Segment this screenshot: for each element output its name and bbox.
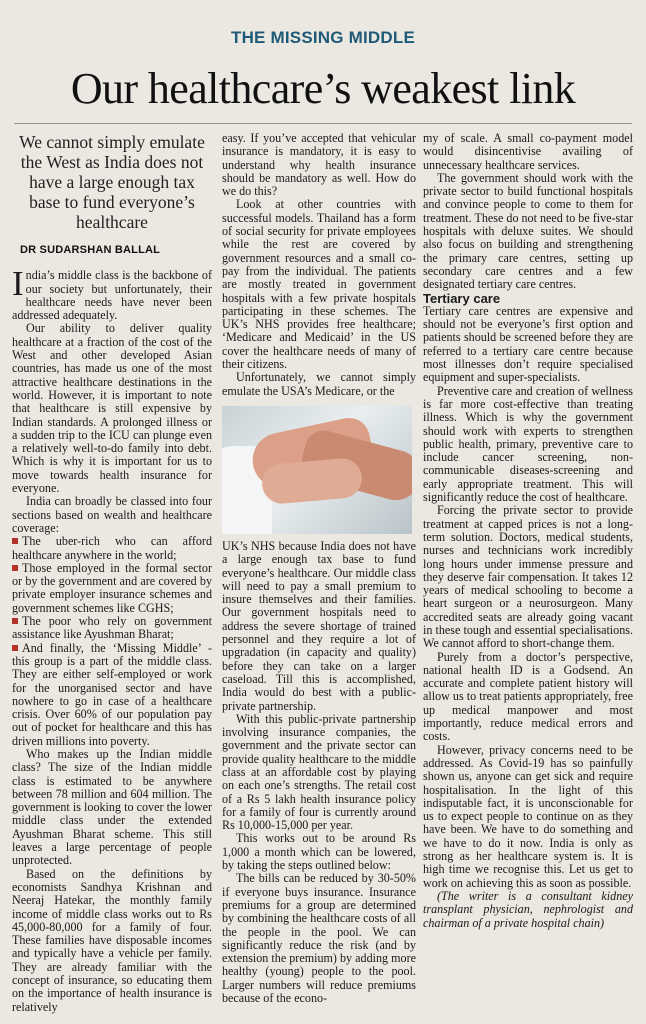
column-3 [423, 132, 633, 930]
article-paragraph: easy. If you’ve accepted that vehicular insurance is mandatory, it is easy to understand why health insurance should be mandatory as well. How do we do this? [222, 131, 416, 199]
article-paragraph: However, privacy concerns need to be addressed. As Covid-19 has so painfully shown us, anyone can get sick and require hospitalisation. In the light of this indisputable fact, it is unconscionable for us to expect people to continue on as they have been. We have to do something and we have to do it now. India is only as strong as her healthcare system is. It is high time we recognise this. Let us get to work on achieving this as soon as possible. [423, 742, 633, 890]
dek: We cannot simply emulate the West as India does not have a large enough tax base to fund everyone’s healthcare [19, 132, 205, 232]
headline-rule [14, 123, 632, 124]
article-paragraph: India’s middle class is the backbone of our society but unfortunately, their healthcare needs have never been addressed adequately. [12, 264, 212, 323]
article-paragraph: The government should work with the private sector to build functional hospitals and convince people to come to them for treatment. These do not need to be five-star hospitals with deluxe suites. We should also focus on building and strengthening the primary care centres, setting up secondary care centres and a few designated tertiary care centres. [423, 170, 633, 292]
subheading: Tertiary care [423, 290, 501, 306]
column-1 [12, 132, 212, 1014]
section-label: THE MISSING MIDDLE [231, 28, 415, 47]
article-paragraph: Unfortunately, we cannot simply emulate the USA’s Medicare, or the [222, 370, 416, 398]
author-note: (The writer is a consultant kidney transplant physician, nephrologist and chairman of a private hospital chain) [423, 888, 633, 930]
bullet-item: Those employed in the formal sector or by the government and are covered by private employer insurance schemes and government schemes like CGHS; [12, 560, 212, 615]
article-paragraph: Forcing the private sector to provide treatment at capped prices is not a long-term solution. Doctors, medical students, nurses and technicians work incredibly long hours under immense pressure and they deserve fair compensation. It takes 12 years of medical schooling to become a heart surgeon or a neurosurgeon. Many accredited seats are already going vacant in these tough and essential specialisations. We cannot afford to short-change them. [423, 503, 633, 651]
bullet-item: The uber-rich who can afford healthcare anywhere in the world; [12, 534, 212, 562]
article-paragraph: This works out to be around Rs 1,000 a month which can be lowered, by taking the steps outlined below: [222, 831, 416, 873]
article-paragraph: India can broadly be classed into four sections based on wealth and healthcare coverage: [12, 494, 212, 535]
article-paragraph: Look at other countries with successful models. Thailand has a form of social security for private employees while the rest are covered by government resources and a small co-pay from the individual. The patients are mostly treated in government hospitals with a few private hospitals participating in these schemes. The UK’s NHS provides free healthcare; ‘Medicare and Medicaid’ in the US cover the healthcare needs of many of their citizens. [222, 197, 416, 372]
headline: Our healthcare’s weakest link [70, 64, 576, 113]
article-paragraph: Preventive care and creation of wellness is far more cost-effective than treating illness. Which is why the government should work with experts to strengthen public health, primary, preventive care to include cancer screening, non-communicable diseases-screening and early appropriate treatment. This will significantly reduce the cost of healthcare. [423, 383, 633, 505]
article-paragraph: Our ability to deliver quality healthcare at a fraction of the cost of the West and other developed Asian countries, has made us one of the most attractive healthcare destinations in the world. However, it is important to note that healthcare is still expensive by Indian standards. A prolonged illness or a sudden trip to the ICU can plunge even a relatively well-to-do family into debt. Which is why it is important for us to move towards health insurance for everyone. [12, 321, 212, 496]
article-paragraph: Purely from a doctor’s perspective, national health ID is a Godsend. An accurate and complete patient history will allow us to treat patients appropriately, free up medical manpower and most importantly, reduce medical errors and costs. [423, 649, 633, 744]
bullet-square-icon [12, 645, 18, 651]
article-paragraph: Tertiary care centres are expensive and should not be everyone’s first option and patients should be screened before they are referred to a tertiary care centre because most illnesses don’t require specialised equipment and super-specialists. [423, 303, 633, 385]
hands-holding-photo [222, 406, 412, 534]
article-paragraph: The bills can be reduced by 30-50% if everyone buys insurance. Insurance premiums for a group are determined by combining the healthcare costs of all the people in the pool. We can significantly reduce the risk (and by extension the premium) by adding more healthy (young) people to the pool. Larger numbers will reduce premiums because of the econo- [222, 871, 416, 1006]
article-paragraph: Based on the definitions by economists Sandhya Krishnan and Neeraj Hatekar, the monthly family income of middle class works out to Rs 45,000-80,000 for a family of four. These families have disposable incomes and typically have a vehicle per family. They are already familiar with the concept of insurance, so educating them on the importance of health insurance is relatively [12, 866, 212, 1014]
photo-hand [260, 457, 363, 506]
drop-cap: I [12, 264, 24, 304]
column-2 [222, 132, 416, 1005]
article-paragraph: With this public-private partnership involving insurance companies, the government and the private sector can provide quality healthcare to the middle class at an affordable cost by playing on each one’s strengths. The retail cost of a Rs 5 lakh health insurance policy for a family of four is currently around Rs 10,000-15,000 per year. [222, 711, 416, 833]
article-paragraph: my of scale. A small co-payment model would disincentivise availing of unnecessary healthcare services. [423, 131, 633, 172]
bullet-square-icon [12, 565, 18, 571]
bullet-square-icon [12, 538, 18, 544]
bullet-item: The poor who rely on government assistance like Ayushman Bharat; [12, 614, 212, 642]
article-paragraph: UK’s NHS because India does not have a large enough tax base to fund everyone’s healthcare. Our middle class will need to pay a small premium to insure themselves and their families. Our government hospitals need to address the severe shortage of trained personnel and they require a lot of upgradation (in capacity and quality) before they can take on a larger caseload. Till this is accomplished, India would do best with a public-private partnership. [222, 538, 416, 713]
article-paragraph: Who makes up the Indian middle class? The size of the Indian middle class is estimated to be anywhere between 78 million and 604 million. The government is looking to cover the lower middle class under the extended Ayushman Bharat scheme. This still leaves a large percentage of people unprotected. [12, 746, 212, 868]
byline: DR SUDARSHAN BALLAL [20, 244, 161, 256]
bullet-square-icon [12, 618, 18, 624]
bullet-item: And finally, the ‘Missing Middle’ - this group is a part of the middle class. They are either self-employed or work for the unorganised sector and have nowhere to go in case of a healthcare crisis. Over 60% of our population pay out of pocket for healthcare and this has driven millions into poverty. [12, 640, 212, 748]
